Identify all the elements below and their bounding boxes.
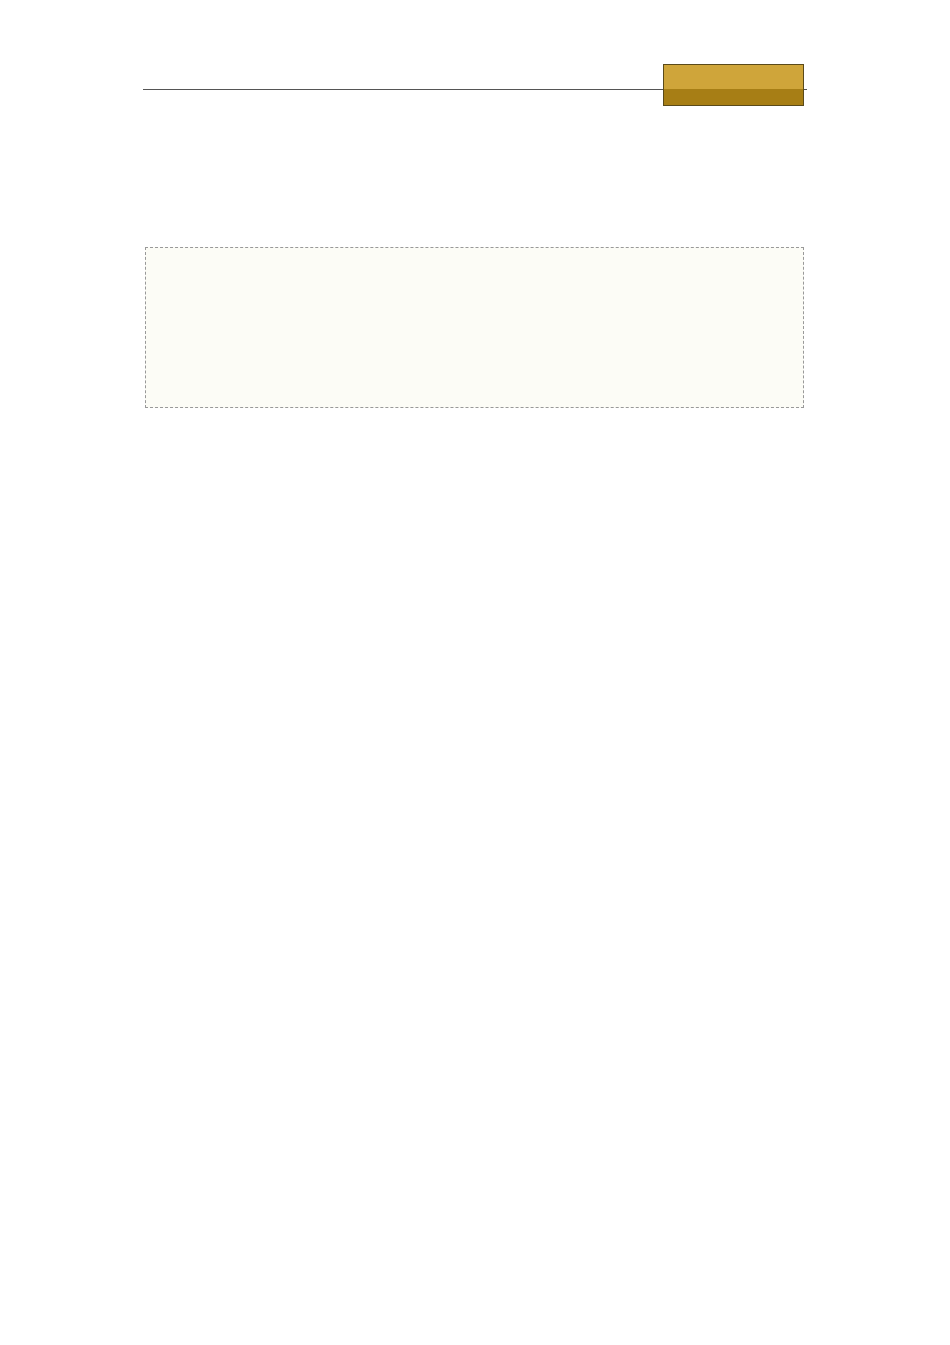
material-note-line <box>157 366 803 402</box>
material-note-box <box>145 247 804 408</box>
material-note-line <box>157 330 803 366</box>
badge-title-en <box>664 89 803 105</box>
header-badge <box>663 64 804 106</box>
material-note-line <box>157 258 803 294</box>
material-note-line <box>157 294 803 330</box>
badge-title-cn <box>664 65 803 89</box>
